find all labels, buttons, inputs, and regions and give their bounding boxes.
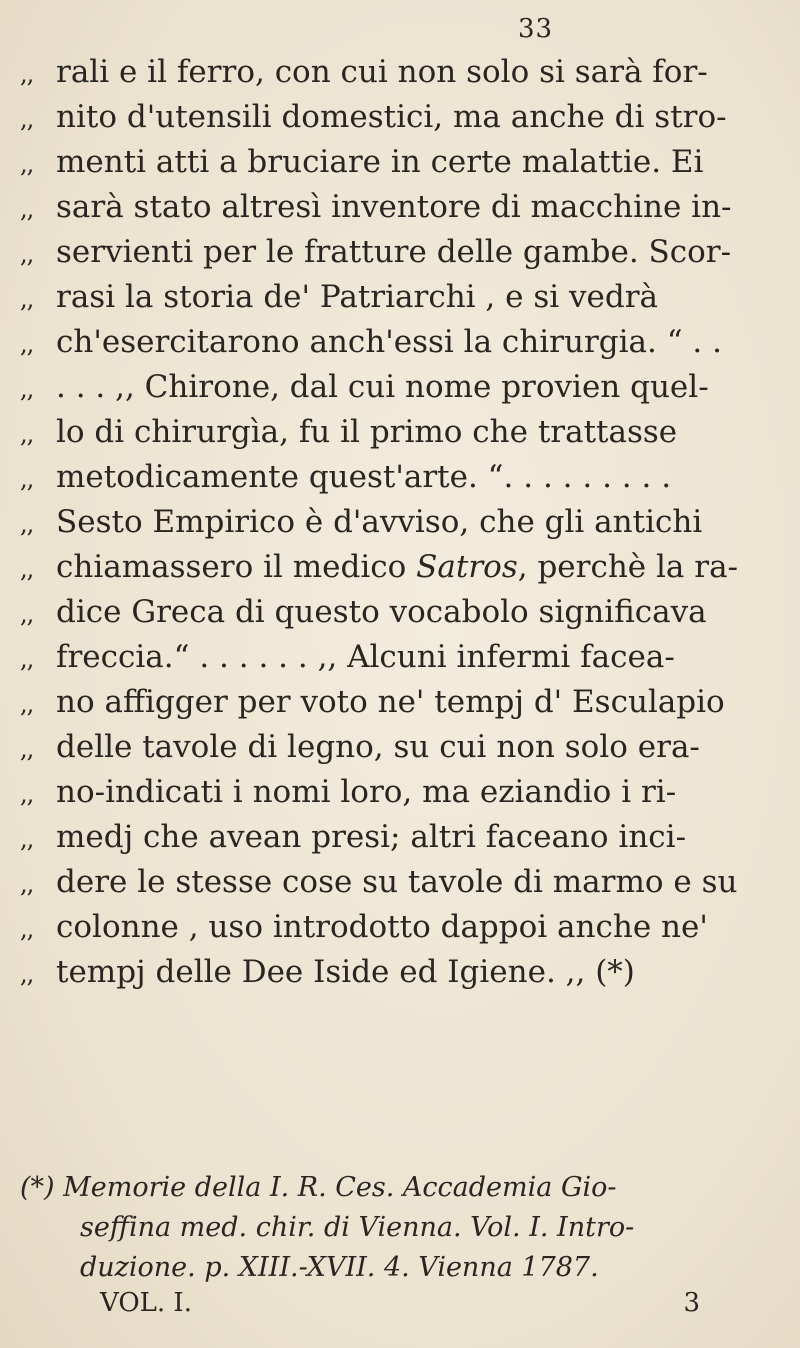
text-line — [20, 770, 790, 815]
text-line — [20, 815, 790, 860]
quote-mark: ,, — [20, 915, 34, 943]
quote-mark: ,, — [20, 735, 34, 763]
quote-mark: ,, — [20, 285, 34, 313]
line-text: tempj delle Dee Iside ed Igiene. ,, (*) — [56, 954, 635, 990]
text-line — [20, 635, 790, 680]
line-text: dice Greca di questo vocabolo significava — [56, 594, 707, 630]
quote-mark: ,, — [20, 60, 34, 88]
text-line — [20, 680, 790, 725]
quote-mark: ,, — [20, 645, 34, 673]
text-line — [20, 860, 790, 905]
line-text: rasi la storia de' Patriarchi , e si vedrà — [56, 279, 659, 315]
quote-mark: ,, — [20, 375, 34, 403]
line-text: freccia.“ . . . . . . ,, Alcuni infermi facea- — [56, 639, 675, 675]
quote-mark: ,, — [20, 870, 34, 898]
volume-label: VOL. I. — [100, 1288, 192, 1318]
text-line — [20, 725, 790, 770]
quote-mark: ,, — [20, 825, 34, 853]
line-text: ch'esercitarono anch'essi la chirurgia. “ . . — [56, 324, 722, 360]
text-line — [20, 545, 790, 590]
quote-mark: ,, — [20, 150, 34, 178]
text-line — [20, 230, 790, 275]
quote-mark: ,, — [20, 510, 34, 538]
quote-mark: ,, — [20, 600, 34, 628]
line-text: colonne , uso introdotto dappoi anche ne' — [56, 909, 708, 945]
line-text: . . . ,, Chirone, dal cui nome provien quel- — [56, 369, 709, 405]
quote-mark: ,, — [20, 465, 34, 493]
body-text — [20, 50, 790, 995]
page-number: 33 — [518, 14, 554, 44]
footnote-line: seffina med. chir. di Vienna. Vol. I. Intro- — [80, 1212, 635, 1243]
line-text: dere le stesse cose su tavole di marmo e su — [56, 864, 738, 900]
quote-mark: ,, — [20, 960, 34, 988]
quote-mark: ,, — [20, 555, 34, 583]
line-text: lo di chirurgìa, fu il primo che trattasse — [56, 414, 678, 450]
line-text: menti atti a bruciare in certe malattie. Ei — [56, 144, 704, 180]
italic-word: Satros — [416, 549, 518, 585]
text-line — [20, 50, 790, 95]
line-text: nito d'utensili domestici, ma anche di stro- — [56, 99, 727, 135]
text-line — [20, 320, 790, 365]
line-text: chiamassero il medico Satros, perchè la ra- — [56, 549, 739, 585]
text-line — [20, 95, 790, 140]
quote-mark: ,, — [20, 690, 34, 718]
text-line — [20, 590, 790, 635]
text-line — [20, 410, 790, 455]
quote-mark: ,, — [20, 195, 34, 223]
line-text: metodicamente quest'arte. “. . . . . . . . . — [56, 459, 672, 495]
text-line — [20, 455, 790, 500]
line-text: servienti per le fratture delle gambe. Scor- — [56, 234, 732, 270]
quote-mark: ,, — [20, 240, 34, 268]
quote-mark: ,, — [20, 330, 34, 358]
line-text: no affigger per voto ne' tempj d' Esculapio — [56, 684, 725, 720]
quote-mark: ,, — [20, 780, 34, 808]
signature-mark: 3 — [683, 1288, 700, 1318]
text-line — [20, 185, 790, 230]
footnote-line: duzione. p. XIII.-XVII. 4. Vienna 1787. — [80, 1252, 599, 1283]
line-text: delle tavole di legno, su cui non solo era- — [56, 729, 700, 765]
line-text: no-indicati i nomi loro, ma eziandio i ri- — [56, 774, 677, 810]
footnote-line: (*) Memorie della I. R. Ces. Accademia Gio- — [20, 1172, 617, 1203]
line-text: Sesto Empirico è d'avviso, che gli antichi — [56, 504, 703, 540]
quote-mark: ,, — [20, 420, 34, 448]
text-line — [20, 140, 790, 185]
text-line — [20, 500, 790, 545]
text-line — [20, 365, 790, 410]
line-text: medj che avean presi; altri faceano inci- — [56, 819, 687, 855]
text-line — [20, 950, 790, 995]
printer-signature — [100, 1288, 700, 1318]
text-line — [20, 905, 790, 950]
line-text: sarà stato altresì inventore di macchine in- — [56, 189, 732, 225]
footnote — [20, 1168, 790, 1288]
text-line — [20, 275, 790, 320]
quote-mark: ,, — [20, 105, 34, 133]
line-text: rali e il ferro, con cui non solo si sarà for- — [56, 54, 708, 90]
